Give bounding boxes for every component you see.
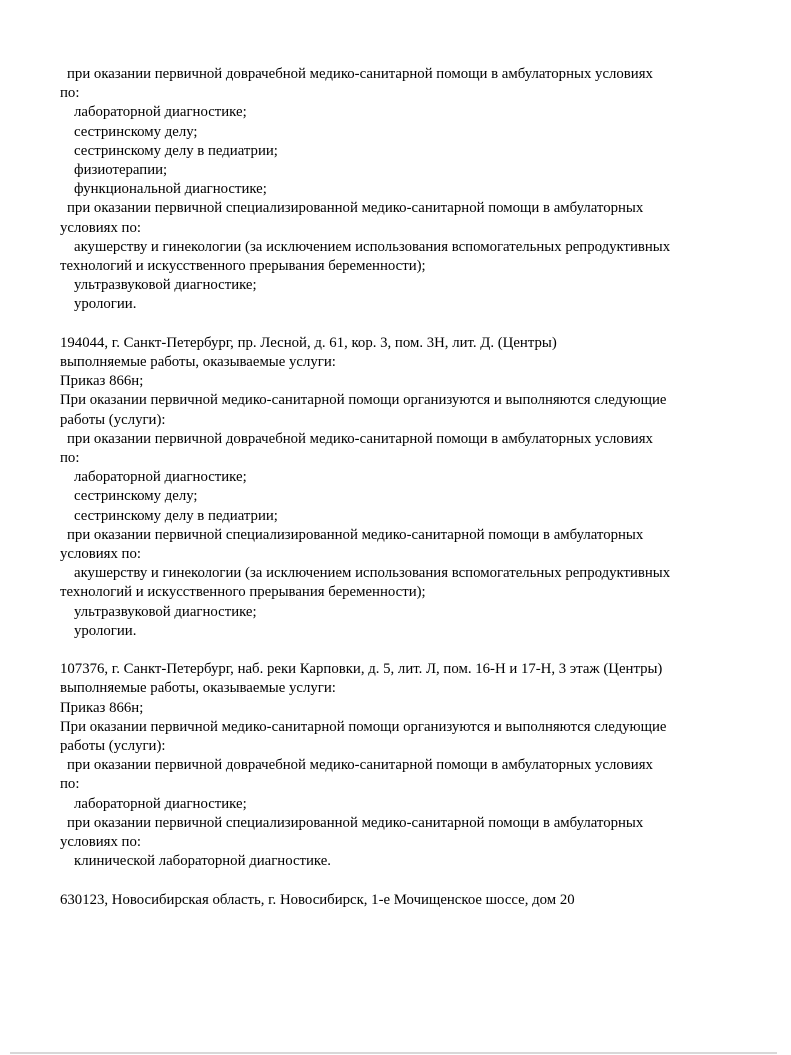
doc-line: по: — [60, 776, 80, 793]
doc-line: урологии. — [74, 296, 137, 313]
doc-line: при оказании первичной специализированной медико-санитарной помощи в амбулаторных — [67, 814, 644, 831]
doc-line: сестринскому делу; — [74, 123, 198, 140]
doc-line: выполняемые работы, оказываемые услуги: — [60, 354, 336, 371]
doc-line: при оказании первичной доврачебной медико-санитарной помощи в амбулаторных условиях — [67, 430, 653, 447]
doc-line: сестринскому делу в педиатрии; — [74, 507, 278, 524]
doc-line: Приказ 866н; — [60, 699, 144, 716]
doc-line: акушерству и гинекологии (за исключением использования вспомогательных репродуктивных — [74, 238, 671, 255]
doc-line: ультразвуковой диагностике; — [74, 603, 257, 620]
doc-line: лабораторной диагностике; — [74, 469, 247, 486]
doc-line: технологий и искусственного прерывания беременности); — [60, 258, 426, 275]
doc-line: клинической лабораторной диагностике. — [74, 853, 332, 870]
blank-line — [60, 315, 771, 334]
doc-line: по: — [60, 85, 80, 102]
doc-line: акушерству и гинекологии (за исключением использования вспомогательных репродуктивных — [74, 565, 671, 582]
services-list-top-continued — [60, 65, 771, 315]
doc-line: при оказании первичной специализированной медико-санитарной помощи в амбулаторных — [67, 200, 644, 217]
address-line-630123 — [60, 891, 771, 910]
doc-line: функциональной диагностике; — [74, 181, 267, 198]
doc-line: сестринскому делу; — [74, 488, 198, 505]
doc-line: технологий и искусственного прерывания беременности); — [60, 584, 426, 601]
doc-line: 194044, г. Санкт-Петербург, пр. Лесной, д. 61, кор. 3, пом. 3Н, лит. Д. (Центры) — [60, 334, 557, 351]
doc-line: по: — [60, 450, 80, 467]
doc-line: Приказ 866н; — [60, 373, 144, 390]
doc-line: ультразвуковой диагностике; — [74, 277, 257, 294]
address-block-194044 — [60, 334, 771, 641]
doc-line: 630123, Новосибирская область, г. Новосибирск, 1-е Мочищенское шоссе, дом 20 — [60, 891, 575, 908]
doc-line: работы (услуги): — [60, 411, 166, 428]
page-bottom-divider — [10, 1052, 777, 1054]
doc-line: работы (услуги): — [60, 738, 166, 755]
doc-line: условиях по: — [60, 546, 141, 563]
doc-line: урологии. — [74, 622, 137, 639]
doc-line: При оказании первичной медико-санитарной помощи организуются и выполняются следующие — [60, 718, 667, 735]
doc-line: лабораторной диагностике; — [74, 104, 247, 121]
doc-line: лабораторной диагностике; — [74, 795, 247, 812]
doc-line: сестринскому делу в педиатрии; — [74, 142, 278, 159]
doc-line: при оказании первичной специализированной медико-санитарной помощи в амбулаторных — [67, 526, 644, 543]
doc-line: При оказании первичной медико-санитарной помощи организуются и выполняются следующие — [60, 392, 667, 409]
blank-line — [60, 641, 771, 660]
doc-line: условиях по: — [60, 834, 141, 851]
doc-line: условиях по: — [60, 219, 141, 236]
doc-line: при оказании первичной доврачебной медико-санитарной помощи в амбулаторных условиях — [67, 757, 653, 774]
blank-line — [60, 872, 771, 891]
address-block-107376 — [60, 660, 771, 871]
document-content — [60, 65, 771, 910]
doc-line: 107376, г. Санкт-Петербург, наб. реки Карповки, д. 5, лит. Л, пом. 16-Н и 17-Н, 3 этаж (Центры) — [60, 661, 663, 678]
doc-line: физиотерапии; — [74, 162, 168, 179]
doc-line: выполняемые работы, оказываемые услуги: — [60, 680, 336, 697]
doc-line: при оказании первичной доврачебной медико-санитарной помощи в амбулаторных условиях — [67, 66, 653, 82]
